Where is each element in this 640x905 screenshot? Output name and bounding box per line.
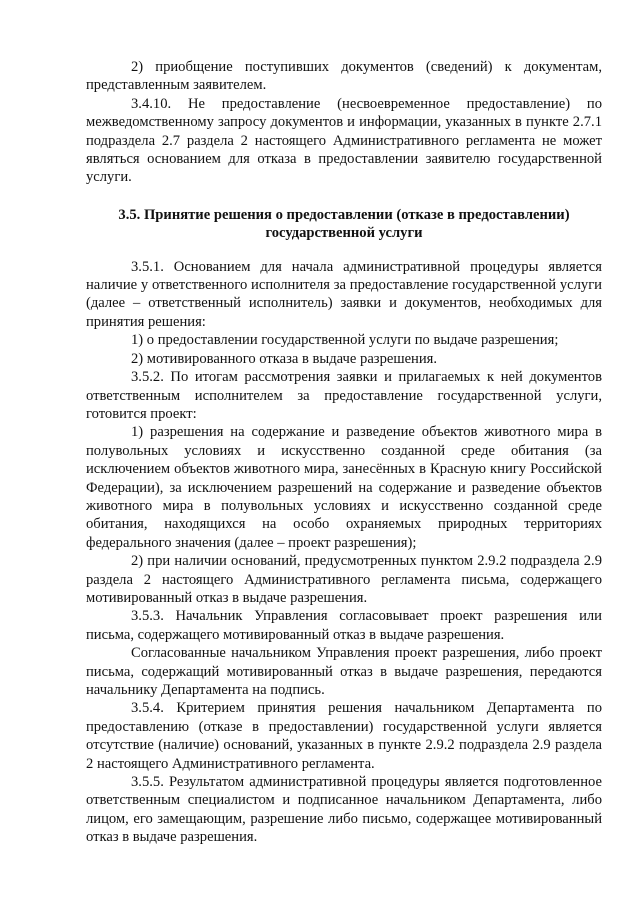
paragraph-3-4-10: 3.4.10. Не предоставление (несвоевременное предоставление) по межведомственному запросу документов и информации, указанных в пункте 2.7.1 подраздела 2.7 раздела 2 настоящего Административного регламента не может являться основанием для отказа в предоставлении заявителю государственной услуги.	[86, 95, 602, 186]
paragraph-3-5-3: 3.5.3. Начальник Управления согласовывает проект разрешения или письма, содержащего мотивированный отказ в выдаче разрешения.	[86, 608, 602, 643]
paragraph-3-5-2: 3.5.2. По итогам рассмотрения заявки и прилагаемых к ней документов ответственным исполнителем за предоставление государственной услуги, готовится проект:	[86, 369, 602, 422]
paragraph-3-5-3-continued: Согласованные начальником Управления проект разрешения, либо проект письма, содержащий мотивированный отказ в выдаче разрешения, передаются начальнику Департамента на подпись.	[86, 645, 602, 698]
paragraph-3-5-1-item-1: 1) о предоставлении государственной услуги по выдаче разрешения;	[131, 332, 559, 349]
paragraph-3-4-9-item-2: 2) приобщение поступивших документов (сведений) к документам, представленным заявителем.	[86, 59, 602, 94]
paragraph-3-5-5: 3.5.5. Результатом административной процедуры является подготовленное ответственным специалистом и подписанное начальником Департамента, либо лицом, его замещающим, разрешение либо письмо, содержащее мотивированный отказ в выдаче разрешения.	[86, 774, 602, 846]
paragraph-3-5-2-item-1: 1) разрешения на содержание и разведение объектов животного мира в полувольных условиях и искусственно созданной среде обитания (за исключением объектов животного мира, занесённых в Красную книгу Российской Федерации), за исключением разрешений на содержание и разведение объектов животного мира в полувольных условиях и искусственно созданной среде обитания, находящихся на особо охраняемых природных территориях федерального значения (далее – проект разрешения);	[86, 424, 602, 551]
paragraph-3-5-2-item-2: 2) при наличии оснований, предусмотренных пунктом 2.9.2 подраздела 2.9 раздела 2 настоящего Административного регламента письма, содержащего мотивированный отказ в выдаче разрешения.	[86, 553, 602, 606]
paragraph-3-5-1: 3.5.1. Основанием для начала административной процедуры является наличие у ответственного исполнителя за предоставление государственной услуги (далее – ответственный исполнитель) заявки и документов, необходимых для принятия решения:	[86, 258, 602, 330]
document-page	[86, 58, 602, 847]
section-title-3-5: 3.5. Принятие решения о предоставлении (отказе в предоставлении) государственной услуги	[118, 206, 570, 242]
paragraph-3-5-1-item-2: 2) мотивированного отказа в выдаче разрешения.	[131, 350, 438, 367]
paragraph-3-5-4: 3.5.4. Критерием принятия решения начальником Департамента по предоставлению (отказе в предоставлении) государственной услуги является отсутствие (наличие) оснований, указанных в пункте 2.9.2 подраздела 2.9 раздела 2 настоящего Административного регламента.	[86, 700, 602, 772]
